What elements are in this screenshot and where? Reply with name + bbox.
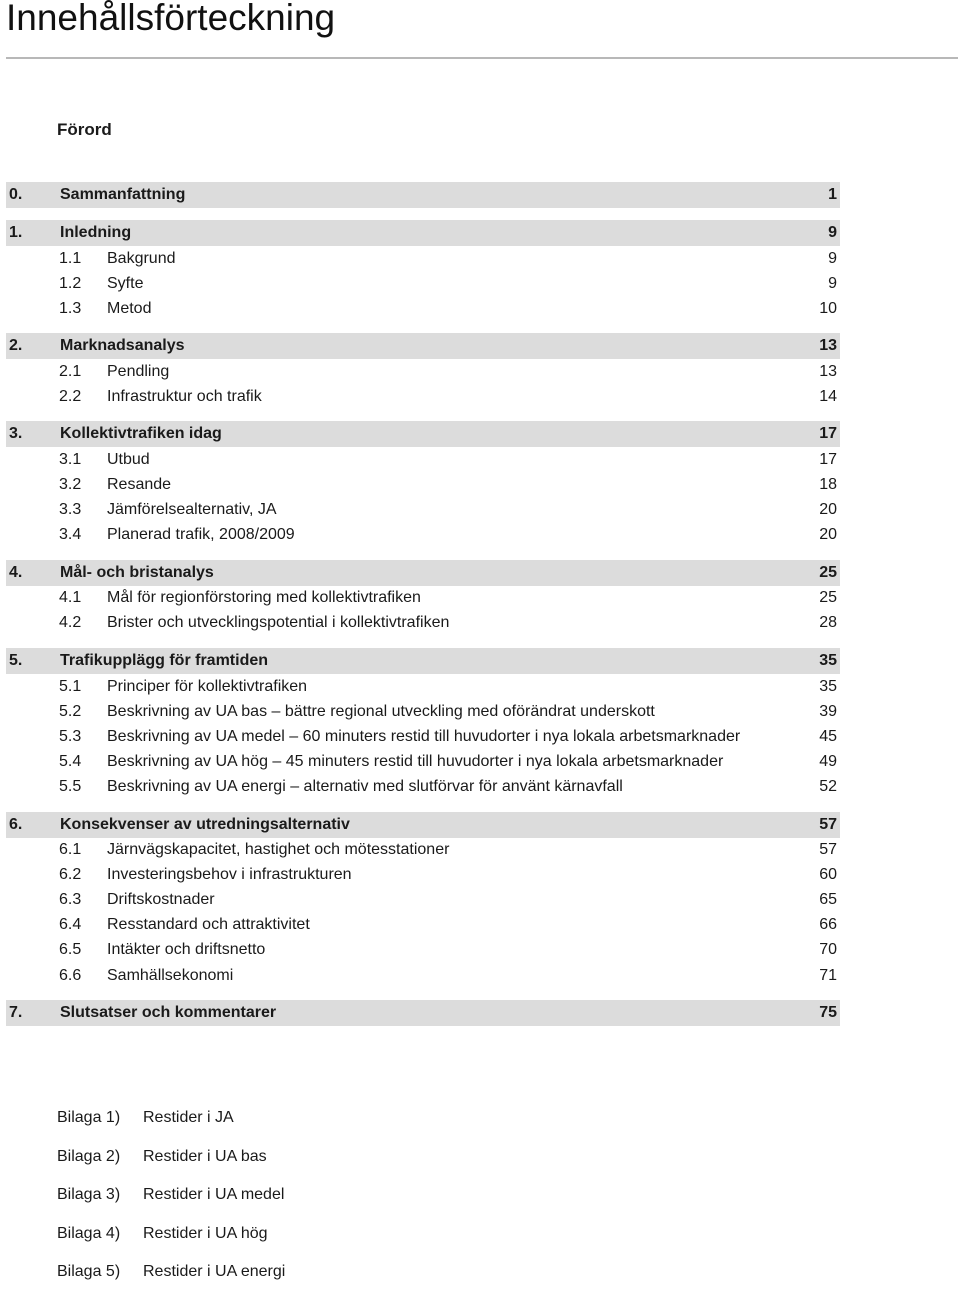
subsection-title: Pendling <box>107 362 170 380</box>
chapter-title: Kollektivtrafiken idag <box>60 425 222 443</box>
subsection-number: 3.4 <box>59 526 82 544</box>
appendix-list <box>57 1107 285 1300</box>
subsection-number: 5.5 <box>59 777 82 795</box>
page-title: Innehållsförteckning <box>6 0 336 38</box>
chapter-title: Slutsatser och kommentarer <box>60 1004 277 1022</box>
subsection-number: 1.1 <box>59 249 82 267</box>
chapter-page-number: 25 <box>819 563 837 581</box>
subsection-title: Beskrivning av UA hög – 45 minuters restid till huvudorter i nya lokala arbetsmarknader <box>107 752 724 770</box>
toc-section <box>6 220 840 321</box>
toc-subsection-row[interactable] <box>6 498 840 523</box>
subsection-title: Principer för kollektivtrafiken <box>107 677 308 695</box>
subsection-number: 6.2 <box>59 866 82 884</box>
subsection-page-number: 14 <box>819 387 837 405</box>
chapter-title: Marknadsanalys <box>60 337 185 355</box>
appendix-item[interactable] <box>57 1107 285 1146</box>
subsection-title: Infrastruktur och trafik <box>107 387 262 405</box>
foreword-heading: Förord <box>57 120 112 139</box>
appendix-number: Bilaga 2) <box>57 1147 121 1165</box>
subsection-page-number: 70 <box>819 941 837 959</box>
toc-subsection-row[interactable] <box>6 749 840 774</box>
subsection-number: 5.3 <box>59 727 82 745</box>
toc-subsection-row[interactable] <box>6 611 840 636</box>
toc-subsection-row[interactable] <box>6 774 840 799</box>
subsection-page-number: 18 <box>819 476 837 494</box>
chapter-number: 6. <box>9 815 23 833</box>
subsection-page-number: 20 <box>819 501 837 519</box>
chapter-number: 1. <box>9 224 23 241</box>
subsection-page-number: 25 <box>819 589 837 607</box>
subsection-title: Utbud <box>107 451 150 469</box>
chapter-number: 3. <box>9 425 23 443</box>
toc-chapter-row[interactable] <box>6 333 840 359</box>
toc-subsection-row[interactable] <box>6 384 840 409</box>
chapter-number: 7. <box>9 1004 23 1022</box>
toc-subsection-row[interactable] <box>6 913 840 938</box>
toc-subsection-row[interactable] <box>6 523 840 548</box>
chapter-page-number: 1 <box>828 186 837 203</box>
appendix-item[interactable] <box>57 1223 285 1262</box>
appendix-title: Restider i UA hög <box>143 1224 268 1242</box>
subsection-number: 3.3 <box>59 501 82 519</box>
toc-subsection-row[interactable] <box>6 447 840 472</box>
subsection-page-number: 52 <box>819 777 837 795</box>
subsection-title: Metod <box>107 299 152 317</box>
subsection-title: Mål för regionförstoring med kollektivtrafiken <box>107 589 421 607</box>
chapter-page-number: 57 <box>819 815 837 833</box>
subsection-page-number: 60 <box>819 866 837 884</box>
subsection-title: Järnvägskapacitet, hastighet och mötesstationer <box>107 841 450 859</box>
toc-subsection-row[interactable] <box>6 863 840 888</box>
subsection-number: 4.2 <box>59 614 82 632</box>
toc-section <box>6 333 840 409</box>
subsection-number: 3.1 <box>59 451 82 469</box>
appendix-number: Bilaga 1) <box>57 1109 121 1126</box>
chapter-page-number: 17 <box>819 425 837 443</box>
subsection-title: Samhällsekonomi <box>107 966 234 984</box>
subsection-title: Jämförelsealternativ, JA <box>107 501 277 519</box>
subsection-page-number: 39 <box>819 702 837 720</box>
subsection-title: Bakgrund <box>107 249 176 267</box>
subsection-page-number: 28 <box>819 614 837 632</box>
subsection-title: Beskrivning av UA medel – 60 minuters restid till huvudorter i nya lokala arbetsmarknader <box>107 727 741 745</box>
appendix-item[interactable] <box>57 1184 285 1223</box>
subsection-page-number: 71 <box>819 966 837 984</box>
chapter-number: 4. <box>9 563 23 581</box>
toc-subsection-row[interactable] <box>6 473 840 498</box>
chapter-title: Konsekvenser av utredningsalternativ <box>60 815 350 833</box>
subsection-page-number: 9 <box>828 274 837 292</box>
toc-section <box>6 421 840 547</box>
subsection-title: Resstandard och attraktivitet <box>107 916 310 934</box>
subsection-page-number: 45 <box>819 727 837 745</box>
subsection-page-number: 13 <box>819 362 837 380</box>
toc-section <box>6 560 840 636</box>
title-divider <box>6 57 958 59</box>
subsection-number: 2.1 <box>59 362 82 380</box>
toc-subsection-row[interactable] <box>6 246 840 271</box>
subsection-title: Beskrivning av UA energi – alternativ med slutförvar för använt kärnavfall <box>107 777 623 795</box>
toc-chapter-row[interactable] <box>6 1000 840 1026</box>
subsection-number: 1.2 <box>59 274 82 292</box>
toc-subsection-row[interactable] <box>6 888 840 913</box>
subsection-number: 5.1 <box>59 677 82 695</box>
subsection-page-number: 57 <box>819 841 837 859</box>
subsection-number: 6.6 <box>59 966 82 984</box>
toc-subsection-row[interactable] <box>6 674 840 699</box>
toc-subsection-row[interactable] <box>6 271 840 296</box>
subsection-page-number: 35 <box>819 677 837 695</box>
subsection-title: Beskrivning av UA bas – bättre regional utveckling med oförändrat underskott <box>107 702 655 720</box>
subsection-number: 2.2 <box>59 387 82 405</box>
chapter-number: 5. <box>9 652 23 670</box>
subsection-number: 3.2 <box>59 476 82 494</box>
appendix-number: Bilaga 3) <box>57 1186 121 1204</box>
subsection-number: 5.2 <box>59 702 82 720</box>
subsection-number: 6.4 <box>59 916 82 934</box>
toc-chapter-row[interactable] <box>6 421 840 447</box>
toc-chapter-row[interactable] <box>6 812 840 838</box>
subsection-title: Driftskostnader <box>107 891 215 909</box>
chapter-title: Sammanfattning <box>60 186 186 203</box>
subsection-page-number: 20 <box>819 526 837 544</box>
appendix-number: Bilaga 4) <box>57 1224 121 1242</box>
subsection-number: 1.3 <box>59 299 82 317</box>
appendix-item[interactable] <box>57 1146 285 1185</box>
toc-section <box>6 648 840 799</box>
appendix-title: Restider i UA medel <box>143 1186 285 1204</box>
subsection-number: 6.5 <box>59 941 82 959</box>
toc-chapter-row[interactable] <box>6 220 840 246</box>
appendix-title: Restider i UA energi <box>143 1263 286 1281</box>
chapter-page-number: 13 <box>819 337 837 355</box>
subsection-title: Intäkter och driftsnetto <box>107 941 266 959</box>
chapter-number: 2. <box>9 337 23 355</box>
toc-subsection-row[interactable] <box>6 724 840 749</box>
subsection-page-number: 10 <box>819 299 837 317</box>
subsection-title: Brister och utvecklingspotential i kollektivtrafiken <box>107 614 450 632</box>
chapter-page-number: 35 <box>819 652 837 670</box>
appendix-title: Restider i UA bas <box>143 1147 267 1165</box>
subsection-title: Investeringsbehov i infrastrukturen <box>107 866 352 884</box>
toc-chapter-row[interactable] <box>6 182 840 208</box>
chapter-number: 0. <box>9 186 23 203</box>
subsection-number: 6.3 <box>59 891 82 909</box>
toc-subsection-row[interactable] <box>6 938 840 963</box>
appendix-item[interactable] <box>57 1261 285 1300</box>
toc-subsection-row[interactable] <box>6 586 840 611</box>
toc-subsection-row[interactable] <box>6 699 840 724</box>
subsection-page-number: 66 <box>819 916 837 934</box>
subsection-title: Syfte <box>107 274 144 292</box>
chapter-page-number: 9 <box>828 224 837 241</box>
subsection-number: 6.1 <box>59 841 82 859</box>
toc-chapter-row[interactable] <box>6 648 840 674</box>
subsection-page-number: 17 <box>819 451 837 469</box>
toc-section <box>6 1000 840 1026</box>
toc-section <box>6 812 840 989</box>
table-of-contents <box>6 182 840 1026</box>
appendix-title: Restider i JA <box>143 1109 234 1126</box>
subsection-title: Planerad trafik, 2008/2009 <box>107 526 295 544</box>
subsection-number: 4.1 <box>59 589 82 607</box>
subsection-page-number: 65 <box>819 891 837 909</box>
toc-subsection-row[interactable] <box>6 296 840 321</box>
toc-chapter-row[interactable] <box>6 560 840 586</box>
toc-subsection-row[interactable] <box>6 838 840 863</box>
chapter-page-number: 75 <box>819 1004 837 1022</box>
chapter-title: Mål- och bristanalys <box>60 563 214 581</box>
subsection-page-number: 49 <box>819 752 837 770</box>
subsection-title: Resande <box>107 476 172 494</box>
subsection-number: 5.4 <box>59 752 82 770</box>
appendix-number: Bilaga 5) <box>57 1263 121 1281</box>
toc-subsection-row[interactable] <box>6 963 840 988</box>
toc-section <box>6 182 840 208</box>
subsection-page-number: 9 <box>828 249 837 267</box>
toc-subsection-row[interactable] <box>6 359 840 384</box>
chapter-title: Inledning <box>60 224 132 241</box>
chapter-title: Trafikupplägg för framtiden <box>60 652 269 670</box>
